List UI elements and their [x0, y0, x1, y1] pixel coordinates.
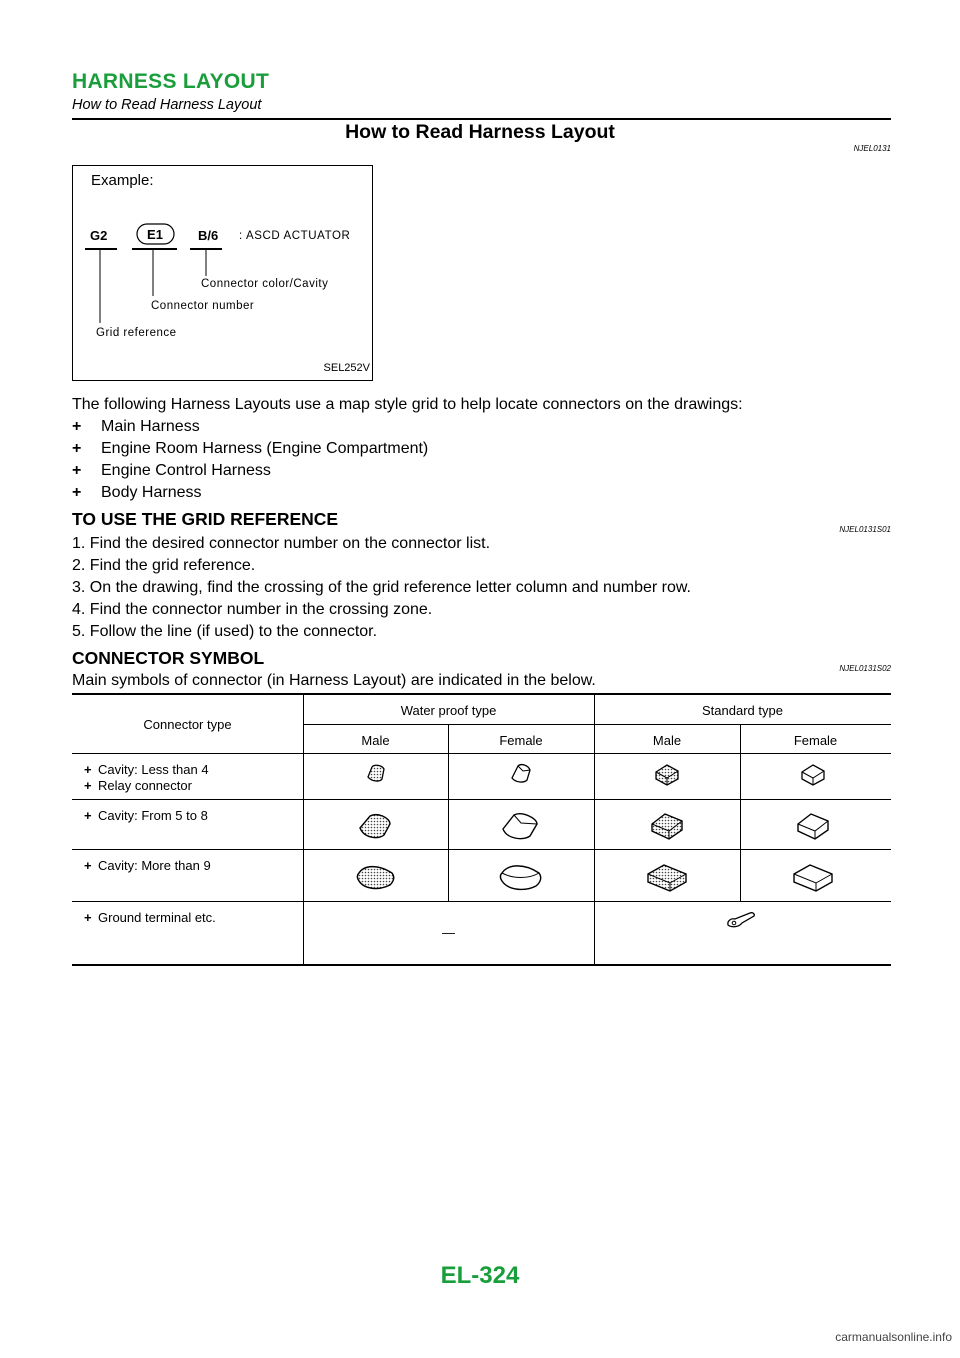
watermark: carmanualsonline.info — [835, 1330, 952, 1344]
header-std-male: Male — [652, 733, 682, 748]
row-label: + Cavity: More than 9 — [84, 858, 211, 873]
intro-text: The following Harness Layouts use a map style grid to help locate connectors on the drawings: — [72, 396, 743, 413]
connector-male-waterproof-icon — [360, 815, 390, 838]
step-item: 5. Follow the line (if used) to the connector. — [72, 623, 378, 640]
section-title: How to Read Harness Layout — [345, 121, 615, 143]
connector-female-waterproof-icon — [503, 814, 537, 839]
connector-female-standard-icon — [794, 865, 832, 891]
grid-reference-caption: Grid reference — [96, 327, 177, 339]
header-standard: Standard type — [702, 703, 783, 718]
color-cavity-code: B/6 — [198, 228, 219, 243]
chapter-subtitle: How to Read Harness Layout — [72, 97, 262, 113]
grid-section-title: TO USE THE GRID REFERENCE — [72, 509, 339, 529]
list-item: + Engine Room Harness (Engine Compartment) — [72, 440, 429, 457]
connector-female-waterproof-icon — [512, 765, 530, 782]
page-number: EL-324 — [440, 1262, 520, 1289]
ground-dash: — — [442, 925, 455, 940]
color-cavity-caption: Connector color/Cavity — [201, 278, 329, 290]
component-name: : ASCD ACTUATOR — [239, 230, 351, 242]
list-item: + Body Harness — [72, 484, 202, 501]
step-item: 1. Find the desired connector number on the connector list. — [72, 535, 491, 552]
chapter-title: HARNESS LAYOUT — [72, 70, 270, 93]
ground-terminal-icon — [728, 913, 754, 927]
header-connector-type: Connector type — [143, 717, 232, 732]
header-wp-female: Female — [499, 733, 543, 748]
example-label: Example: — [91, 172, 154, 189]
connector-female-standard-icon — [798, 814, 828, 839]
connector-code: E1 — [147, 227, 163, 242]
connector-male-standard-icon — [656, 765, 678, 785]
list-item: + Main Harness — [72, 418, 200, 435]
row-label: + Ground terminal etc. — [84, 910, 216, 925]
header-std-female: Female — [793, 733, 838, 748]
header-water-proof: Water proof type — [400, 703, 497, 718]
connector-male-waterproof-icon — [358, 867, 394, 889]
section-code: NJEL0131 — [853, 144, 891, 153]
connector-female-waterproof-icon — [501, 866, 541, 890]
symbol-section-code: NJEL0131S02 — [839, 664, 891, 673]
step-item: 4. Find the connector number in the crossing zone. — [72, 601, 433, 618]
connector-number-caption: Connector number — [151, 300, 255, 312]
row-label: + Cavity: From 5 to 8 — [84, 808, 208, 823]
step-item: 2. Find the grid reference. — [72, 557, 256, 574]
figure-code: SEL252V — [323, 362, 370, 374]
connector-male-waterproof-icon — [368, 765, 384, 781]
grid-section-code: NJEL0131S01 — [839, 525, 891, 534]
connector-male-standard-icon — [648, 865, 686, 891]
list-item: + Engine Control Harness — [72, 462, 271, 479]
connector-female-standard-icon — [802, 765, 824, 785]
row-label: + Cavity: Less than 4 — [84, 762, 209, 777]
step-item: 3. On the drawing, find the crossing of the grid reference letter column and number row. — [72, 579, 691, 596]
symbol-section-intro: Main symbols of connector (in Harness Layout) are indicated in the below. — [72, 672, 596, 689]
row-label: + Relay connector — [84, 778, 192, 793]
symbol-section-title: CONNECTOR SYMBOL — [72, 648, 265, 668]
grid-code: G2 — [90, 228, 108, 243]
connector-male-standard-icon — [652, 814, 682, 839]
header-wp-male: Male — [361, 733, 390, 748]
